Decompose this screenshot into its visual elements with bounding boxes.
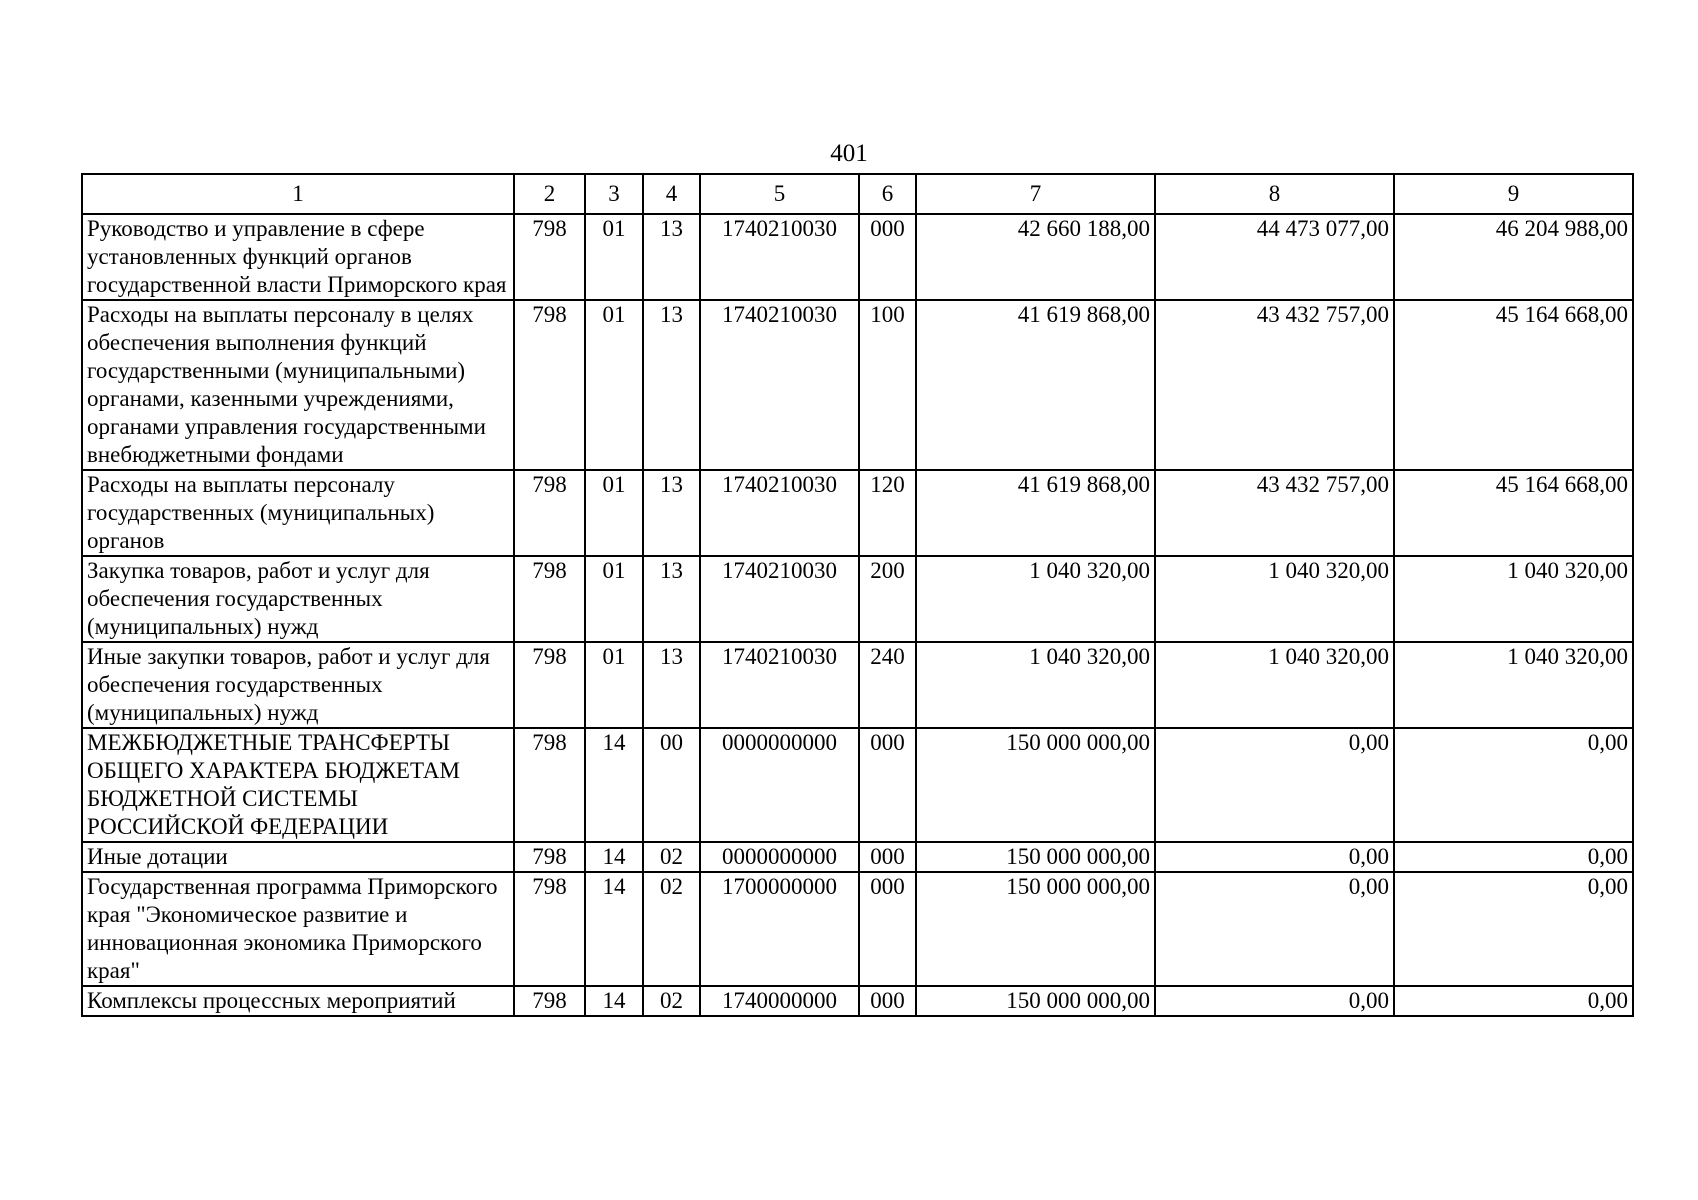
column-header-3: 3 bbox=[585, 174, 643, 214]
row-code-5: 0000000000 bbox=[700, 728, 859, 842]
row-code-3: 01 bbox=[585, 470, 643, 556]
row-code-6: 000 bbox=[859, 728, 916, 842]
row-name: Иные закупки товаров, работ и услуг для обеспечения государственных (муниципальных) нужд bbox=[82, 642, 514, 728]
row-amount-8: 0,00 bbox=[1155, 728, 1394, 842]
row-code-4: 13 bbox=[643, 470, 700, 556]
row-name: Государственная программа Приморского края "Экономическое развитие и инновационная экономика Приморского края" bbox=[82, 872, 514, 986]
table-row bbox=[82, 300, 1633, 470]
column-header-7: 7 bbox=[916, 174, 1155, 214]
row-code-2: 798 bbox=[514, 642, 585, 728]
row-code-4: 02 bbox=[643, 986, 700, 1016]
column-header-8: 8 bbox=[1155, 174, 1394, 214]
table-row bbox=[82, 872, 1633, 986]
row-code-5: 1740000000 bbox=[700, 986, 859, 1016]
row-code-5: 1700000000 bbox=[700, 872, 859, 986]
row-amount-8: 1 040 320,00 bbox=[1155, 642, 1394, 728]
row-code-4: 02 bbox=[643, 872, 700, 986]
row-name: Расходы на выплаты персоналу в целях обеспечения выполнения функций государственными (муниципальными) органами, казенными учреждениями, органами управления государственными внебюджетными фондами bbox=[82, 300, 514, 470]
column-header-6: 6 bbox=[859, 174, 916, 214]
row-name: Закупка товаров, работ и услуг для обеспечения государственных (муниципальных) нужд bbox=[82, 556, 514, 642]
row-amount-7: 150 000 000,00 bbox=[916, 872, 1155, 986]
row-amount-7: 42 660 188,00 bbox=[916, 214, 1155, 300]
row-code-3: 01 bbox=[585, 300, 643, 470]
row-amount-8: 1 040 320,00 bbox=[1155, 556, 1394, 642]
row-code-4: 13 bbox=[643, 300, 700, 470]
row-code-2: 798 bbox=[514, 728, 585, 842]
column-header-1: 1 bbox=[82, 174, 514, 214]
row-code-2: 798 bbox=[514, 872, 585, 986]
table-row bbox=[82, 642, 1633, 728]
row-amount-8: 0,00 bbox=[1155, 842, 1394, 872]
row-code-6: 200 bbox=[859, 556, 916, 642]
row-code-3: 01 bbox=[585, 642, 643, 728]
row-code-4: 13 bbox=[643, 214, 700, 300]
row-code-5: 1740210030 bbox=[700, 214, 859, 300]
row-amount-8: 44 473 077,00 bbox=[1155, 214, 1394, 300]
row-code-2: 798 bbox=[514, 300, 585, 470]
row-amount-7: 150 000 000,00 bbox=[916, 986, 1155, 1016]
row-amount-8: 0,00 bbox=[1155, 986, 1394, 1016]
column-header-5: 5 bbox=[700, 174, 859, 214]
row-code-6: 000 bbox=[859, 214, 916, 300]
row-code-3: 14 bbox=[585, 872, 643, 986]
table-row bbox=[82, 728, 1633, 842]
row-amount-7: 41 619 868,00 bbox=[916, 300, 1155, 470]
row-amount-9: 0,00 bbox=[1394, 728, 1633, 842]
row-code-6: 240 bbox=[859, 642, 916, 728]
row-code-4: 13 bbox=[643, 556, 700, 642]
row-amount-8: 43 432 757,00 bbox=[1155, 300, 1394, 470]
table-row bbox=[82, 986, 1633, 1016]
row-code-2: 798 bbox=[514, 986, 585, 1016]
row-code-6: 000 bbox=[859, 842, 916, 872]
row-code-5: 1740210030 bbox=[700, 300, 859, 470]
row-name: Расходы на выплаты персоналу государственных (муниципальных) органов bbox=[82, 470, 514, 556]
row-amount-9: 1 040 320,00 bbox=[1394, 556, 1633, 642]
row-amount-7: 1 040 320,00 bbox=[916, 556, 1155, 642]
row-code-3: 14 bbox=[585, 728, 643, 842]
row-amount-8: 0,00 bbox=[1155, 872, 1394, 986]
row-name: Руководство и управление в сфере установленных функций органов государственной власти Приморского края bbox=[82, 214, 514, 300]
table-row bbox=[82, 470, 1633, 556]
row-amount-7: 150 000 000,00 bbox=[916, 842, 1155, 872]
row-code-4: 00 bbox=[643, 728, 700, 842]
header-row bbox=[82, 174, 1633, 214]
column-header-4: 4 bbox=[643, 174, 700, 214]
row-amount-9: 45 164 668,00 bbox=[1394, 470, 1633, 556]
row-code-2: 798 bbox=[514, 470, 585, 556]
budget-table bbox=[81, 173, 1634, 1017]
row-code-4: 02 bbox=[643, 842, 700, 872]
row-amount-9: 46 204 988,00 bbox=[1394, 214, 1633, 300]
row-code-4: 13 bbox=[643, 642, 700, 728]
row-code-3: 14 bbox=[585, 842, 643, 872]
row-code-3: 14 bbox=[585, 986, 643, 1016]
table-row bbox=[82, 556, 1633, 642]
page-number: 401 bbox=[830, 140, 868, 167]
table-row bbox=[82, 842, 1633, 872]
row-amount-9: 0,00 bbox=[1394, 986, 1633, 1016]
row-code-5: 1740210030 bbox=[700, 642, 859, 728]
row-amount-9: 1 040 320,00 bbox=[1394, 642, 1633, 728]
row-code-3: 01 bbox=[585, 214, 643, 300]
column-header-2: 2 bbox=[514, 174, 585, 214]
row-code-5: 0000000000 bbox=[700, 842, 859, 872]
row-code-5: 1740210030 bbox=[700, 470, 859, 556]
row-code-2: 798 bbox=[514, 556, 585, 642]
row-name: Комплексы процессных мероприятий bbox=[82, 986, 514, 1016]
row-code-2: 798 bbox=[514, 214, 585, 300]
row-name: МЕЖБЮДЖЕТНЫЕ ТРАНСФЕРТЫ ОБЩЕГО ХАРАКТЕРА БЮДЖЕТАМ БЮДЖЕТНОЙ СИСТЕМЫ РОССИЙСКОЙ ФЕДЕРАЦИИ bbox=[82, 728, 514, 842]
row-amount-9: 45 164 668,00 bbox=[1394, 300, 1633, 470]
row-amount-7: 150 000 000,00 bbox=[916, 728, 1155, 842]
row-amount-9: 0,00 bbox=[1394, 872, 1633, 986]
row-code-6: 100 bbox=[859, 300, 916, 470]
row-name: Иные дотации bbox=[82, 842, 514, 872]
row-code-2: 798 bbox=[514, 842, 585, 872]
row-amount-7: 41 619 868,00 bbox=[916, 470, 1155, 556]
row-code-3: 01 bbox=[585, 556, 643, 642]
row-amount-8: 43 432 757,00 bbox=[1155, 470, 1394, 556]
table-row bbox=[82, 214, 1633, 300]
row-amount-7: 1 040 320,00 bbox=[916, 642, 1155, 728]
row-code-6: 120 bbox=[859, 470, 916, 556]
row-code-6: 000 bbox=[859, 872, 916, 986]
row-code-6: 000 bbox=[859, 986, 916, 1016]
row-code-5: 1740210030 bbox=[700, 556, 859, 642]
column-header-9: 9 bbox=[1394, 174, 1633, 214]
row-amount-9: 0,00 bbox=[1394, 842, 1633, 872]
